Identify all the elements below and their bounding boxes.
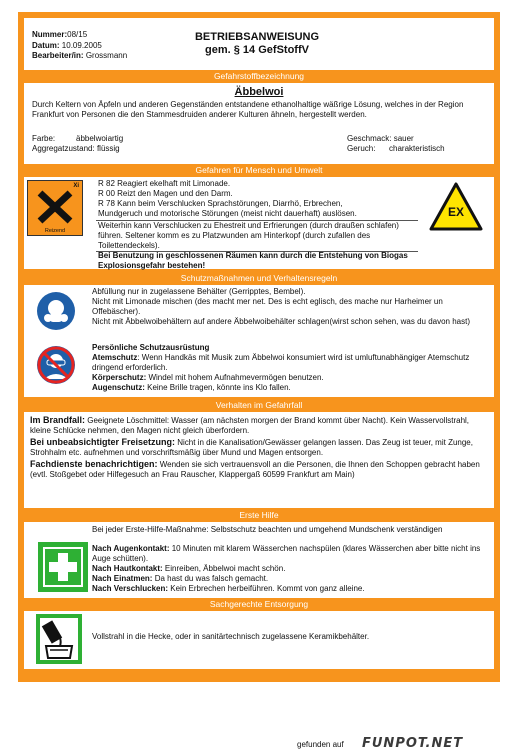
band-entsorgung: Sachgerechte Entsorgung — [209, 599, 309, 609]
title-line-1: BETRIEBSANWEISUNG — [194, 31, 320, 43]
band-schutzmassnahmen: Schutzmaßnahmen und Verhaltensregeln — [180, 273, 338, 283]
freisetzung-label: Bei unbeabsichtigter Freisetzung: — [30, 437, 176, 447]
bezeichnung-box — [24, 83, 494, 164]
augenschutz-label: Augenschutz: — [92, 383, 145, 392]
fachdienste-text: Wenden sie sich vertrauensvoll an die Personen, die Ihnen den Schoppen gebracht haben (evtl. Stoßgebet oder Hilfegesuch an Frau Rauscher, Klappergaß 60599 Frankfurt am Main) — [30, 460, 480, 479]
page-title — [152, 31, 362, 57]
einatmen-text: Da hast du was falsch gemacht. — [152, 574, 269, 583]
geruch-value: charakteristisch — [389, 144, 445, 153]
r-line: Mundgeruch und motorische Störungen (meist nicht dauerhaft) auslösen. — [98, 209, 357, 218]
farbe-label: Farbe: — [32, 134, 56, 143]
erste-hilfe-content — [92, 544, 488, 594]
fachdienste-label: Fachdienste benachrichtigen: — [30, 459, 158, 469]
r-line: R 82 Reagiert ekelhaft mit Limonade. — [98, 179, 231, 188]
header-meta — [32, 30, 127, 62]
disposal-icon — [36, 614, 82, 664]
band-gefahrstoffbezeichnung: Gefahrstoffbezeichnung — [213, 71, 305, 81]
schutz-line: Nicht mit Limonade mischen (des macht mer net. Des is echt eglisch, des mache nur Harheimer un Offebäscher). — [92, 297, 443, 316]
hautkontakt-text: Einreiben, Äbbelwoi macht schön. — [162, 564, 286, 573]
verschlucken-label: Nach Verschlucken: — [92, 584, 169, 593]
respirator-mandatory-icon — [36, 291, 76, 331]
ex-label: EX — [447, 205, 464, 219]
geschmack-value: sauer — [393, 134, 414, 143]
hautkontakt-label: Nach Hautkontakt: — [92, 564, 163, 573]
brandfall-label: Im Brandfall: — [30, 415, 86, 425]
nummer-label: Nummer: — [32, 30, 68, 39]
augenkontakt-label: Nach Augenkontakt: — [92, 544, 170, 553]
schutz-box — [24, 285, 494, 397]
einatmen-label: Nach Einatmen: — [92, 574, 153, 583]
atem-text: : Wenn Handkäs mit Musik zum Äbbelwoi konsumiert wird ist umluftunabhängiger Atemschutz dringend erforderlich. — [92, 353, 470, 372]
r-line: R 00 Reizt den Magen und den Darm. — [98, 189, 233, 198]
aggregat-label: Aggregatzustand: — [32, 144, 95, 153]
psa-title: Persönliche Schutzausrüstung — [92, 343, 210, 352]
ex-warning-icon — [428, 181, 484, 233]
geschmack-label: Geschmack: — [347, 134, 392, 143]
explosion-warning: Bei Benutzung in geschlossenen Räumen kann durch die Entstehung von Biogas Explosionsgefahr bestehen! — [98, 251, 408, 270]
substance-name: Äbbelwoi — [234, 86, 284, 98]
props-left — [32, 134, 123, 154]
eye-protection-prohibited-icon — [36, 345, 76, 385]
entsorgung-box — [24, 611, 494, 669]
props-right — [347, 134, 445, 154]
band-gefahrfall: Verhalten im Gefahrfall — [215, 400, 303, 410]
schutz-line: Abfüllung nur in zugelassene Behälter (Gerripptes, Bembel). — [92, 287, 306, 296]
erste-hilfe-intro: Bei jeder Erste-Hilfe-Maßnahme: Selbstschutz beachten und umgehend Mundschenk verständigen — [92, 525, 443, 534]
koerper-text: Windel mit hohem Aufnahmevermögen benutzen. — [146, 373, 324, 382]
band-erste-hilfe: Erste Hilfe — [239, 510, 279, 520]
entsorgung-text: Vollstrahl in die Hecke, oder in sanitärtechnisch zugelassene Keramikbehälter. — [92, 632, 370, 641]
xi-label: Xi — [73, 183, 79, 189]
augenkontakt-text: 10 Minuten mit klarem Wässerchen nachspülen (klares Wässerchen aber bitte nicht ins Auge schütten). — [92, 544, 481, 563]
gefahren-box — [24, 177, 494, 269]
datum-value: 10.09.2005 — [61, 40, 102, 50]
koerper-label: Körperschutz: — [92, 373, 147, 382]
r-phrases — [98, 179, 416, 219]
bearbeiter-value: Grossmann — [85, 51, 128, 60]
gefahrfall-content — [30, 415, 488, 480]
psa-block — [92, 343, 486, 393]
weiterhin-text: Weiterhin kann Verschlucken zu Ehestreit und Erfrierungen (durch draußen schlafen) führen. Seltener komm es zu Platzwunden am Hinterkopf (durch zufallen des Toilettendeckels). — [98, 221, 399, 250]
geruch-label: Geruch: — [347, 144, 376, 153]
atem-label: Atemschutz — [92, 353, 138, 362]
augenschutz-text: Keine Brille tragen, könnte ins Klo fallen. — [144, 383, 291, 392]
title-line-2: gem. § 14 GefStoffV — [205, 44, 309, 56]
xi-hazard-icon — [27, 180, 83, 236]
schutz-lines — [92, 287, 486, 327]
verschlucken-text: Kein Erbrechen herbeiführen. Kommt von ganz alleine. — [168, 584, 365, 593]
schutz-line: Nicht mit Äbbelwoibehältern auf andere Äbbelwoibehälter schlagen(wirst schon sehen, was du davon hast) — [92, 317, 470, 326]
first-aid-icon — [38, 542, 88, 592]
farbe-value: äbbelwoiartig — [76, 134, 124, 143]
safety-sheet — [18, 12, 500, 682]
aggregat-value: flüssig — [96, 144, 120, 153]
header-box — [24, 18, 494, 70]
brandfall-text: Geeignete Löschmittel: Wasser (am nächsten morgen der Brand kommt über Nacht). Kein Wasservollstrahl, kleine Schlücke nehmen, den Magen nicht gleich überfordern. — [30, 416, 470, 435]
nummer-value: 08/15 — [67, 30, 88, 39]
reizend-label: Reizend — [44, 228, 66, 234]
r-line: R 78 Kann beim Verschlucken Sprachstörungen, Diarrhö, Erbrechen, — [98, 199, 343, 208]
substance-description: Durch Keltern von Äpfeln und anderen Gegenständen entstandene ethanolhaltige wäßrige Lösung, welches in der Region Frankfurt von Personen die den Stammesdruiden anderer Kulturen ähneln, hergestellt werden. — [32, 100, 464, 119]
gefahrfall-box — [24, 412, 494, 508]
erste-hilfe-box — [24, 522, 494, 598]
freisetzung-text: Nicht in die Kanalisation/Gewässer gelangen lassen. Das Zeug ist teuer, mit Zunge, Strohhalm etc. aufnehmen und vorschriftsmäßig über Mund und Magen entsorgen. — [30, 438, 473, 457]
funpot-logo[interactable]: FUNPOT.NET — [362, 736, 464, 751]
band-gefahren: Gefahren für Mensch und Umwelt — [195, 165, 323, 175]
footer-prefix: gefunden auf — [297, 740, 344, 749]
bearbeiter-label: Bearbeiter/in: — [32, 51, 84, 60]
datum-label: Datum: — [32, 40, 60, 50]
